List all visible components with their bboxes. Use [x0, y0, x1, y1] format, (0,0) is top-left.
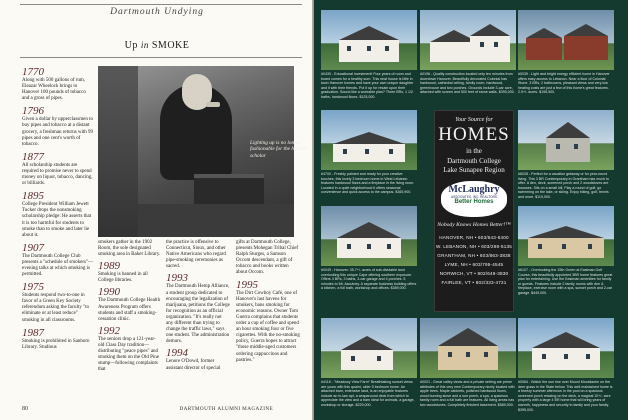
timeline-year: 1993	[166, 272, 188, 285]
timeline-year: 1992	[98, 324, 120, 337]
house-roof	[337, 222, 401, 238]
house-window	[367, 244, 371, 249]
listing-photo	[518, 110, 614, 170]
timeline-entry	[22, 281, 94, 323]
house-window	[377, 356, 381, 361]
listing-photo	[321, 318, 417, 378]
house-window	[448, 352, 452, 357]
house-roof	[528, 226, 604, 238]
listing-caption: #0196 - Quality construction located only ten minutes from downtown Hanover. Beautifully decorated Colonial has hardwood, cathedral ceiling, family room, hardwood, greenhouse and two porches. Grounds include 3-car acre, attached with screen and 500 feet of stone walls. $395,000.	[420, 72, 515, 95]
listing-photo	[321, 206, 417, 266]
office-phone: W. LEBANON, NH • 603/298-5135	[435, 243, 513, 249]
timeline-year: 1994	[166, 347, 188, 360]
timeline-text: The seniors drop a 121-year-old Class Day tradition—distributing "peace pipes" and smoking them on the Old Pine stump—following complaints that	[98, 336, 159, 373]
magazine-name: DARTMOUTH ALUMNI MAGAZINE	[179, 406, 274, 412]
house-window	[347, 244, 351, 249]
house-window	[385, 46, 389, 51]
listing-caption: #6107 - Overlooking the 15th Green at Eastman Golf Course, this beautifully appointed 3BR home features great plan for entertaining. Use the Eastman amenities for family or guests. Features include 2 family rooms with den & fireplace, exercise room with a spa, sunset porch and 2-car garage. $449,000.	[518, 268, 613, 295]
section-title: Dartmouth Undying	[110, 7, 204, 17]
column-lead-text: gifts at Dartmouth College, presents Mohegan Tribal Chief Ralph Sturges, a Samson Occom descendant, a gift of tobacco and books written about Occom.	[236, 240, 299, 276]
listing-card	[321, 318, 417, 408]
listing-photo	[518, 318, 614, 378]
house-window	[588, 244, 592, 249]
timeline-text: Given a dollar by upperclassmen to buy pipes and tobacco at a distant grocery, a freshman returns with 99 pipes and one cent's worth of tobacco.	[22, 117, 94, 147]
ad-tagline: Nobody Knows Homes Better!™	[437, 221, 511, 228]
house-window	[586, 354, 590, 359]
body-column-1	[98, 240, 162, 373]
house-window	[494, 42, 498, 47]
title-word-up: Up	[124, 40, 138, 51]
listing-card	[518, 110, 614, 200]
title-word-smoke: SMOKE	[151, 40, 190, 51]
listing-caption: #0049 - Hanover: 35.7+/- acres of sub-dividable land overlooking this unique Cape offering southern exposure. Offers 4 BRs, 3 baths, 3-car garage and 4 porches. 5 minutes to Mt. Ascutney. A separate business building offers a kitchen, a full bath, workshop and offices. $389,000.	[321, 268, 417, 291]
listing-card	[518, 10, 614, 95]
office-phone: LYME, NH • 603/795-4545	[444, 261, 504, 267]
listing-card	[321, 10, 417, 100]
listing-caption: #0021 - Great valley views and a private setting are prime attributes of this very new Contemporary nicely located with apple trees. Maple cabinets, polished hardwood floors, wood burning stove and a sun porch, a spa, a spacious family room and a full bath are features. All living areas has two woodstoves. Completely finished basement. $589,000.	[420, 380, 515, 407]
house-window	[542, 354, 546, 359]
page-folio	[22, 406, 273, 412]
timeline-year: 1989	[98, 260, 120, 273]
listing-card	[321, 206, 417, 291]
house-roof	[470, 24, 510, 36]
ad-headline: HOMES	[438, 124, 510, 145]
office-phone-list	[435, 233, 513, 287]
house-window	[347, 46, 351, 51]
house-body	[438, 346, 498, 370]
house-window	[365, 149, 369, 154]
house-roof	[341, 336, 393, 350]
ad-subhead-line: Lake Sunapee Region	[443, 166, 505, 174]
timeline-text: The Dartmouth Hemp Alliance, a student group dedicated to encouraging the legalization of marijuana, petitions the College for recognition as an official organization. "It's really not any different than trying to change the traffic laws," says one student. The administration demurs.	[166, 284, 230, 345]
timeline-text: College President William Jewett Tucker drops the nonsmoking scholarship pledge: He asserts that it is too harmful for students to smoke than to smoke and later lie about it.	[22, 202, 92, 238]
office-phone: GRANTHAM, NH • 603/863-3838	[437, 252, 511, 258]
listing-caption: #0039 - Light and bright energy efficient home in Hanover offers easy access to Lebanon. Near a floor of Colonial Stone. 3 BRs, 2 bathrooms, pleasant views and very low heating costs are just a few of this home's great features. 2.9+/- acres. $198,500.	[518, 72, 610, 95]
timeline-entry	[22, 151, 94, 187]
timeline-text: Students respond two-to-one in favor of a Green Key Society referendum asking the faculty "to eliminate or at least reduce" smoking in all classrooms.	[22, 293, 90, 323]
listing-photo	[518, 206, 614, 266]
house-window	[466, 352, 470, 357]
title-word-in: in	[140, 40, 149, 50]
column-lead-text: smokers gather in the 1902 Room, the sole designated smoking area in Baker Library.	[98, 240, 161, 258]
house-roof	[339, 26, 399, 40]
listing-caption: #0064 - Watch the sun rise over Mount Moosilauke on the deer grass in the State below. This well maintained home is a breezy summer afternoon in the pool on a spacious screened porch relaxing on the deck, a magical 10+/- acre property with a large 4 BR home that will bring years of warmth, happiness and security to family and your family. $395,000.	[518, 380, 613, 412]
house-body	[341, 350, 393, 370]
house-window	[351, 356, 355, 361]
timeline-text: The Dartmouth College Club presents a "schedule of smokers"—evening talks at which smoking is permitted.	[22, 253, 94, 278]
mclaughry-logo	[441, 181, 507, 217]
listing-card	[518, 318, 614, 412]
house-window	[387, 244, 391, 249]
timeline-year: 1975	[22, 281, 44, 294]
photo-desk	[138, 204, 294, 237]
listing-card	[321, 110, 417, 195]
photo-pipe	[206, 102, 220, 107]
listing-caption: #4700 - Freshly painted and ready for your creative touches, this lovely 3 bedroom home in West Lebanon features hardwood floors and a fireplace in the living room. Located in a quiet neighborhood it offers seasonal convenience and quick access to the campus. $165,900.	[321, 172, 415, 195]
mclaughry-ad-panel	[434, 110, 514, 312]
header-rule	[20, 4, 302, 5]
timeline-entry	[22, 242, 94, 278]
timeline-text: Along with 500 gallons of rum, Eleazar Wheelock brings to Hanover 100 pounds of tobacco and a gross of pipes.	[22, 78, 86, 102]
timeline-year: 1990	[98, 286, 120, 299]
house-window	[480, 42, 484, 47]
listing-photo	[321, 110, 417, 170]
house-window	[562, 244, 566, 249]
column-lead-text: the practice is offensive to Connecticut, Sioux, and other Native Americans who regard pipe-smoking ceremonies as sacred.	[166, 240, 226, 270]
timeline-text: The Dirt Cowboy Café, one of Hanover's last havens for smokers, bans smoking for economic reasons. Owner Tom Guerra complains that students order a cup of coffee and spend an hour smoking four or five cigarettes. With the no-smoking policy, Guerra hopes to attract "those middle-aged customers ordering cappuccinos and pastries."	[236, 290, 300, 363]
logo-associates: ASSOCIATES, INC. REALTORS	[450, 194, 498, 199]
house-window	[389, 149, 393, 154]
house-roof	[564, 24, 608, 36]
photo-typewriter	[194, 174, 264, 206]
listing-caption: #6028 - Perfect for a vacation getaway or for year-round living. This 3 BR Contemporary in Grantham has much to offer. A den, deck, screened porch and 2 woodstoves are bonuses. Sits on a small hill. Play a round of golf, go swimming on the lake, or skiing. Enjoy biking, golf, tennis and more. $119,000.	[518, 172, 610, 199]
listing-card	[518, 206, 614, 296]
ad-kicker: Your Source for	[455, 117, 493, 123]
listing-card	[420, 318, 516, 408]
ad-subhead-line: in the	[466, 147, 482, 155]
office-phone: FAIRLEE, VT • 802/333-4721	[441, 279, 507, 285]
logo-name: McLaughry	[448, 183, 500, 195]
house-body	[526, 38, 562, 60]
house-window	[538, 244, 542, 249]
timeline-year: 1895	[22, 190, 44, 203]
house-roof	[526, 28, 562, 38]
listing-caption: #0430 - Educational investment! Four years of room and board comes for a healthy sum. This neat house is little in town Hanover homes and have your own unique daughter and it with their friends. Put it up for resale upon their graduation. Sound like a workable plan? Three BRs, 1 1/2 baths, hardwood floors. $125,000.	[321, 72, 414, 99]
timeline-entry	[22, 105, 94, 147]
house-body	[339, 40, 399, 62]
logo-better-homes: Better Homes	[454, 198, 494, 205]
title-rule	[20, 57, 302, 58]
house-window	[484, 352, 488, 357]
house-roof	[532, 332, 600, 348]
house-window	[556, 144, 560, 149]
house-body	[564, 36, 608, 60]
timeline-year: 1796	[22, 105, 44, 118]
timeline-text: All scholarship students are required to promise never to spend money on liquor, tobacco, dancing, or billiards.	[22, 162, 93, 187]
house-window	[367, 46, 371, 51]
office-phone: NORWICH, VT • 802/649-3830	[439, 270, 509, 276]
page-number: 80	[22, 406, 28, 412]
timeline-entry	[22, 66, 94, 102]
body-column-2	[166, 240, 230, 372]
timeline-text: Smoking is banned in all College libraries.	[98, 272, 148, 284]
timeline-entry	[22, 190, 94, 239]
house-roof	[438, 328, 498, 346]
house-roof	[546, 122, 590, 138]
listing-photo	[420, 10, 516, 70]
listing-card	[420, 10, 516, 95]
photo-caption: Lighting up is no longer fashionable for the harried scholar	[250, 140, 308, 159]
listing-caption: #4118 - "Meadowy View Farm" Breathtaking sunset views are yours with this quaint, older 5 bedroom home. An attached barn, extensive land, is an enjoyable features include an in-law apt, a wraparound deck from which to appreciate the view and a barn ideal for animals, a garage, workshop or storage. $229,000.	[321, 380, 415, 407]
office-phone: HANOVER, NH • 603/643-6400	[439, 234, 509, 240]
timeline-text: The Dartmouth College Health Awareness Program offers students and staff a smoking-cessation clinic.	[98, 298, 161, 322]
student-typewriter-photo	[98, 66, 308, 237]
house-body	[532, 348, 600, 370]
timeline-year: 1877	[22, 150, 44, 163]
house-window	[564, 354, 568, 359]
timeline-entry	[22, 327, 94, 351]
timeline-year: 1907	[22, 241, 44, 254]
timeline-year: 1987	[22, 326, 44, 339]
listing-photo	[420, 318, 516, 378]
house-window	[343, 149, 347, 154]
house-body	[546, 138, 590, 162]
body-column-3	[236, 240, 300, 364]
timeline-year: 1770	[22, 66, 44, 78]
house-window	[574, 144, 578, 149]
listing-photo	[518, 10, 614, 70]
timeline-text: Lenore O'Dowd, former assistant director of special	[166, 359, 221, 371]
article-title	[0, 40, 314, 51]
house-body	[470, 36, 510, 62]
timeline-year: 1995	[236, 278, 258, 291]
house-roof	[333, 132, 405, 144]
ad-subhead-line: Dartmouth College	[447, 156, 501, 165]
timeline-column	[22, 66, 94, 354]
photo-bookshelf	[98, 66, 138, 237]
timeline-text: Smoking is prohibited in Sanborn Library. Studious	[22, 338, 90, 350]
listing-photo	[321, 10, 417, 70]
